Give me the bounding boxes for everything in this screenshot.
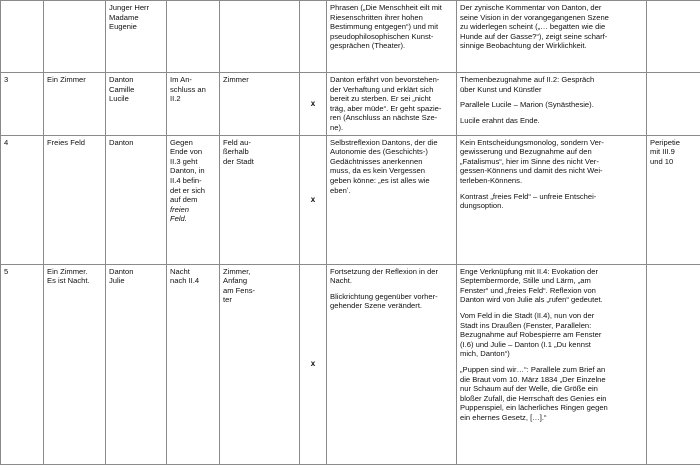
text-line: gessen-Könnens und damit des nicht Wei-	[460, 166, 643, 176]
content-cell	[327, 135, 457, 264]
mark-cell: x	[300, 135, 327, 264]
text-line: zu widerlegen scheint („… begatten wie die	[460, 22, 643, 32]
scene-number-cell	[1, 1, 44, 73]
text-line: Lucile erahnt das Ende.	[460, 116, 643, 126]
paragraph	[460, 138, 643, 186]
text-line: ren (Anschluss an nächste Sze-	[330, 113, 453, 123]
text-line: Enge Verknüpfung mit II.4: Evokation der	[460, 267, 643, 277]
time-cell	[167, 135, 220, 264]
text-line: ein ehernes Gesetz, […].“	[460, 413, 643, 423]
scene-number-cell: 4	[1, 135, 44, 264]
paragraph	[460, 192, 643, 211]
text-line: Themenbezugnahme auf II.2: Gespräch	[460, 75, 643, 85]
text-line: Zimmer	[223, 75, 296, 85]
characters-cell	[106, 264, 167, 464]
time-cell	[167, 264, 220, 464]
text-line: Nacht.	[330, 276, 453, 286]
text-line: Danton	[109, 138, 163, 148]
table-row	[1, 73, 700, 136]
mark-cell: x	[300, 73, 327, 136]
paragraph	[460, 75, 643, 94]
text-line: Danton wird von Julie als „rufen“ gedeutet.	[460, 295, 643, 305]
time-cell	[167, 73, 220, 136]
text-line: gehender Szene verändert.	[330, 301, 453, 311]
table-row	[1, 135, 700, 264]
location-cell	[44, 264, 106, 464]
text-line: am Fens-	[223, 286, 296, 296]
paragraph	[460, 365, 643, 423]
text-line: Bezugnahme auf Robespierre am Fenster	[460, 330, 643, 340]
text-line: „Fatalismus“, hier im Sinne des nicht Ver-	[460, 157, 643, 167]
text-line: ebenʻ.	[330, 186, 453, 196]
commentary-cell	[457, 264, 647, 464]
space-cell	[220, 73, 300, 136]
text-line: det er sich	[170, 186, 216, 196]
text-line: Es ist Nacht.	[47, 276, 102, 286]
text-line: träg, aber müde“. Er geht spazie-	[330, 104, 453, 114]
text-line: nach II.4	[170, 276, 216, 286]
location-cell	[44, 73, 106, 136]
text-line: Ein Zimmer.	[47, 267, 102, 277]
text-line: der Stadt	[223, 157, 296, 167]
content-cell	[327, 73, 457, 136]
text-line: Lucile	[109, 94, 163, 104]
text-line: gewisserung und Bezugnahme auf den	[460, 147, 643, 157]
text-line: Ende von	[170, 147, 216, 157]
text-line: dungsoption.	[460, 201, 643, 211]
text-line: Fortsetzung der Reflexion in der	[330, 267, 453, 277]
text-line: „Puppen sind wir…“: Parallele zum Brief an	[460, 365, 643, 375]
characters-cell	[106, 135, 167, 264]
text-line: sinnige Beobachtung der Wirklichkeit.	[460, 41, 643, 51]
text-line: muss, da es kein Vergessen	[330, 166, 453, 176]
text-line: Selbstreflexion Dantons, der die	[330, 138, 453, 148]
table-row	[1, 264, 700, 464]
text-line: (I.6) und Julie – Danton (I.1 „Du kennst	[460, 340, 643, 350]
text-line: Anfang	[223, 276, 296, 286]
scene-number-cell: 5	[1, 264, 44, 464]
text-line: terleben-Könnens.	[460, 176, 643, 186]
content-cell	[327, 1, 457, 73]
text-line: Kontrast „freies Feld“ – unfreie Entschei-	[460, 192, 643, 202]
text-line: der Verhaftung und erklärt sich	[330, 85, 453, 95]
text-line: Blickrichtung gegenüber vorher-	[330, 292, 453, 302]
text-line: ßerhalb	[223, 147, 296, 157]
text-line: Stadt ins Draußen (Fenster, Parallelen:	[460, 321, 643, 331]
space-cell	[220, 1, 300, 73]
text-line: Phrasen („Die Menschheit eilt mit	[330, 3, 453, 13]
text-line: II.2	[170, 94, 216, 104]
text-line: gesprächen (Theater).	[330, 41, 453, 51]
reference-cell	[647, 1, 700, 73]
text-line: Autonomie des (Geschichts-)	[330, 147, 453, 157]
text-line: und 10	[650, 157, 697, 167]
location-cell	[44, 135, 106, 264]
paragraph	[460, 3, 643, 51]
text-line: die Braut vom 10. März 1834 „Der Einzelne	[460, 375, 643, 385]
reference-cell	[647, 135, 700, 264]
space-cell	[220, 135, 300, 264]
commentary-cell	[457, 1, 647, 73]
text-line: Feld au-	[223, 138, 296, 148]
text-line: über Kunst und Künstler	[460, 85, 643, 95]
content-cell	[327, 264, 457, 464]
location-cell	[44, 1, 106, 73]
text-line: freien	[170, 205, 216, 215]
text-line: mit III.9	[650, 147, 697, 157]
text-line: bereit zu sterben. Er sei „nicht	[330, 94, 453, 104]
text-line: Danton, in	[170, 166, 216, 176]
text-line: pseudophilosophischen Kunst-	[330, 32, 453, 42]
scene-number-cell: 3	[1, 73, 44, 136]
paragraph	[460, 311, 643, 359]
text-line: Parallele Lucile – Marion (Synästhesie).	[460, 100, 643, 110]
mark-cell	[300, 1, 327, 73]
text-line: Septembermorde, Stille und Lärm, „am	[460, 276, 643, 286]
text-line: auf dem	[170, 195, 216, 205]
text-line: Bestimmung entgegen“) und mit	[330, 22, 453, 32]
text-line: Der zynische Kommentar von Danton, der	[460, 3, 643, 13]
paragraph	[330, 138, 453, 196]
paragraph	[330, 292, 453, 311]
text-line: ter	[223, 295, 296, 305]
text-line: Im An-	[170, 75, 216, 85]
text-line: II.4 befin-	[170, 176, 216, 186]
paragraph	[330, 75, 453, 133]
paragraph	[460, 116, 643, 126]
text-line: Peripetie	[650, 138, 697, 148]
text-line: mich, Danton“)	[460, 349, 643, 359]
text-line: Nacht	[170, 267, 216, 277]
text-line: Madame	[109, 13, 163, 23]
text-line: Kein Entscheidungsmonolog, sondern Ver-	[460, 138, 643, 148]
paragraph	[330, 3, 453, 51]
mark-cell: x	[300, 264, 327, 464]
text-line: Danton	[109, 267, 163, 277]
reference-cell	[647, 73, 700, 136]
text-line: Riesenschritten ihrer hohen	[330, 13, 453, 23]
text-line: Danton erfährt von bevorstehen-	[330, 75, 453, 85]
text-line: Hunde auf der Gasse?“), zeigt seine scharf-	[460, 32, 643, 42]
table-row	[1, 1, 700, 73]
text-line: Freies Feld	[47, 138, 102, 148]
paragraph	[460, 267, 643, 305]
text-line: Camille	[109, 85, 163, 95]
text-line: Feld.	[170, 214, 216, 224]
text-line: ne).	[330, 123, 453, 133]
text-line: Gedächtnisses anerkennen	[330, 157, 453, 167]
text-line: schluss an	[170, 85, 216, 95]
space-cell	[220, 264, 300, 464]
text-line: geben könne: „es ist alles wie	[330, 176, 453, 186]
characters-cell	[106, 1, 167, 73]
text-line: Danton	[109, 75, 163, 85]
text-line: seine Vision in der vorangegangenen Szene	[460, 13, 643, 23]
text-line: Gegen	[170, 138, 216, 148]
commentary-cell	[457, 73, 647, 136]
text-line: nur Schaum auf der Welle, die Größe ein	[460, 384, 643, 394]
text-line: Junger Herr	[109, 3, 163, 13]
text-line: Eugenie	[109, 22, 163, 32]
text-line: Vom Feld in die Stadt (II.4), nun von der	[460, 311, 643, 321]
characters-cell	[106, 73, 167, 136]
paragraph	[460, 100, 643, 110]
text-line: Ein Zimmer	[47, 75, 102, 85]
text-line: bloßer Zufall, die Herrschaft des Genies ein	[460, 394, 643, 404]
text-line: Julie	[109, 276, 163, 286]
commentary-cell	[457, 135, 647, 264]
text-line: II.3 geht	[170, 157, 216, 167]
text-line: Fenster“ und „freies Feld“. Reflexion von	[460, 286, 643, 296]
time-cell	[167, 1, 220, 73]
paragraph	[330, 267, 453, 286]
text-line: Puppenspiel, ein lächerliches Ringen gegen	[460, 403, 643, 413]
reference-cell	[647, 264, 700, 464]
text-line: Zimmer,	[223, 267, 296, 277]
